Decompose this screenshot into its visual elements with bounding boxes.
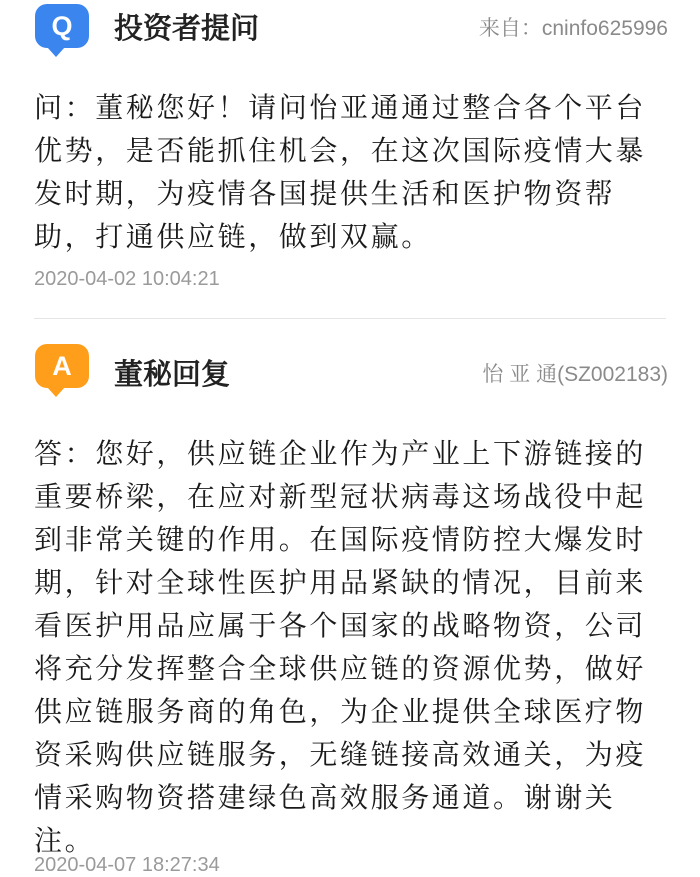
answer-timestamp: 2020-04-07 18:27:34 xyxy=(34,854,220,876)
answer-badge-letter: A xyxy=(52,350,72,381)
question-card xyxy=(0,0,700,320)
question-text: 问：董秘您好！请问怡亚通通过整合各个平台优势，是否能抓住机会，在这次国际疫情大暴发时期，为疫情各国提供生活和医护物资帮助，打通供应链，做到双赢。 xyxy=(34,91,647,253)
question-header xyxy=(0,0,700,60)
question-title: 投资者提问 xyxy=(114,11,260,45)
answer-title: 董秘回复 xyxy=(114,357,231,391)
answer-text: 答：您好，供应链企业作为产业上下游链接的重要桥梁，在应对新型冠状病毒这场战役中起到非常关键的作用。在国际疫情防控大爆发时期，针对全球性医护用品紧缺的情况，目前来看医护用品应属于各个国家的战略物资，公司将充分发挥整合全球供应链的资源优势，做好供应链服务商的角色，为企业提供全球医疗物资采购供应链服务，无缝链接高效通关，为疫情采购物资搭建绿色高效服务通道。谢谢关注。 xyxy=(34,437,647,857)
question-badge-icon xyxy=(35,4,89,48)
answer-source: 怡 亚 通(SZ002183) xyxy=(482,363,668,386)
question-timestamp: 2020-04-02 10:04:21 xyxy=(34,268,220,290)
question-badge-letter: Q xyxy=(51,10,73,41)
answer-badge-icon xyxy=(35,344,89,388)
question-source: 来自：cninfo625996 xyxy=(478,17,668,40)
divider xyxy=(34,318,666,319)
answer-card xyxy=(0,338,700,876)
answer-header xyxy=(0,338,700,398)
